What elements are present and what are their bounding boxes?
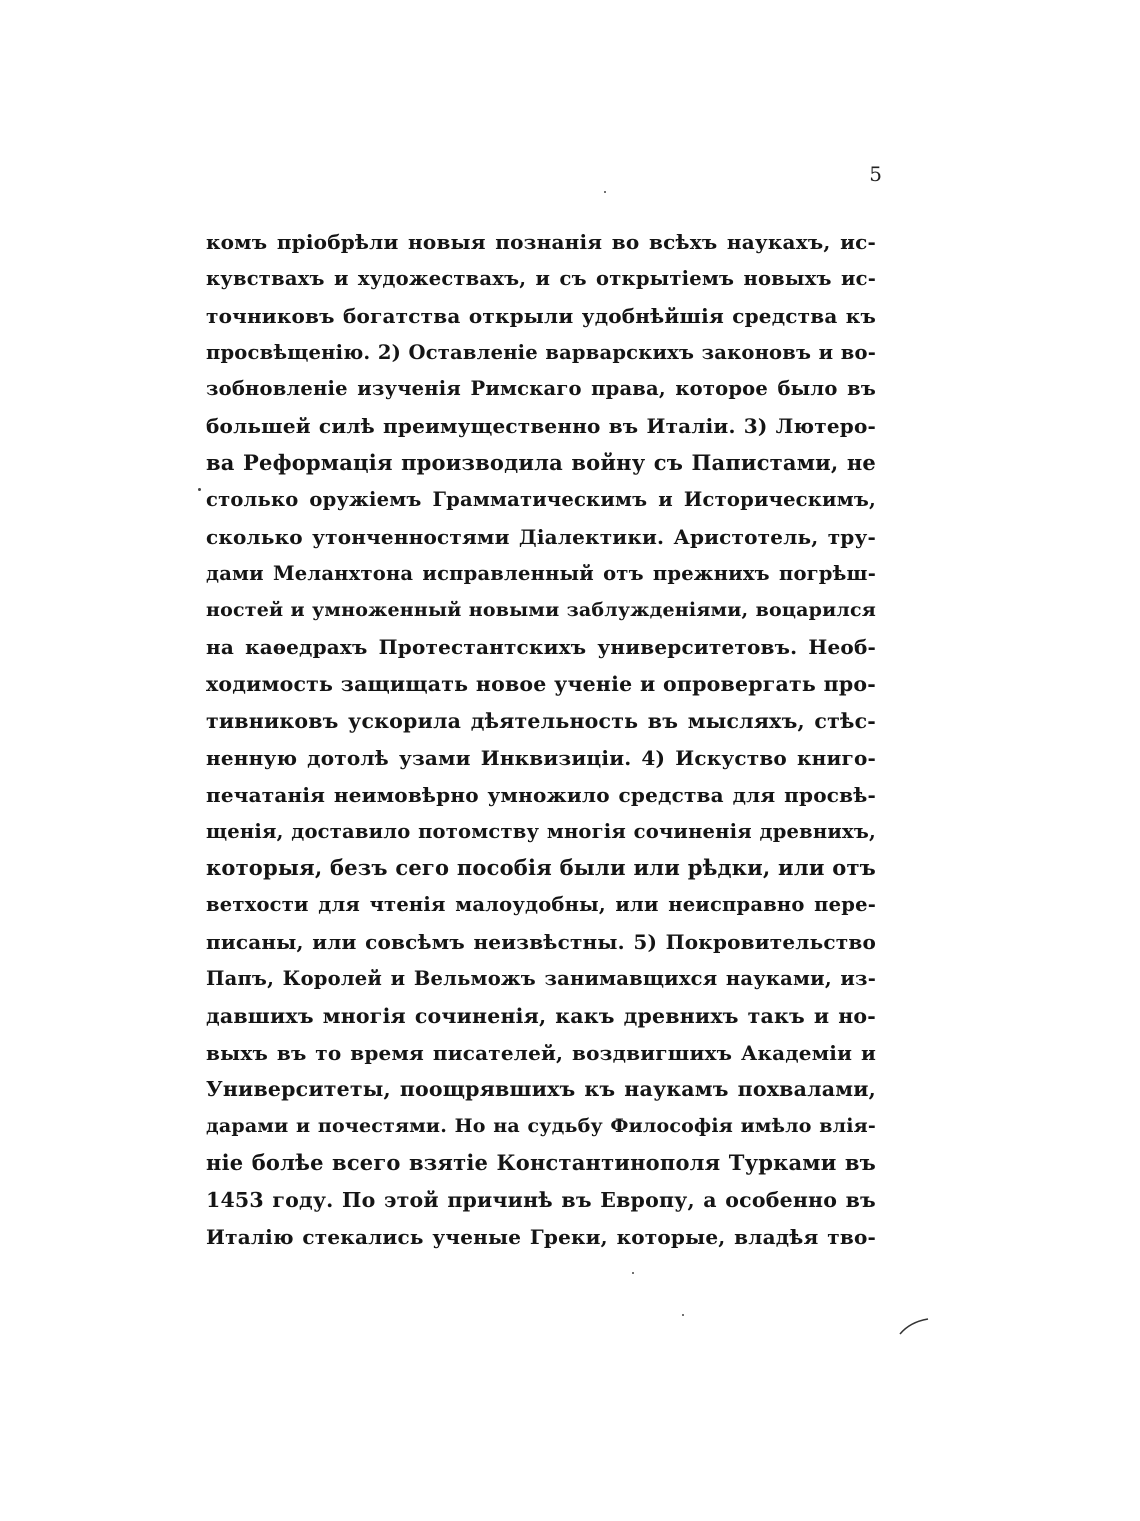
text-line: дами Меланхтона исправленный отъ прежнихъ погрѣш- <box>206 561 876 585</box>
text-line: писаны, или совсѣмъ неизвѣстны. 5) Покровительство <box>206 930 876 955</box>
scan-speck <box>682 1314 684 1316</box>
text-line: ветхости для чтенія малоудобны, или неисправно пере- <box>206 893 876 917</box>
text-line: Италію стекались ученые Греки, которые, владѣя тво- <box>206 1224 876 1249</box>
text-line: точниковъ богатства открыли удобнѣйшія средства къ <box>206 303 876 328</box>
text-line: просвѣщенію. 2) Оставленіе варварскихъ законовъ и во- <box>206 340 876 364</box>
text-line: 1453 году. По этой причинѣ въ Европу, а особенно въ <box>206 1187 876 1212</box>
text-line: на каѳедрахъ Протестантскихъ университетовъ. Необ- <box>206 635 876 660</box>
text-line: столько оружіемъ Грамматическимъ и Историческимъ, <box>206 487 876 511</box>
scan-speck <box>632 1272 634 1274</box>
page-number: 5 <box>869 162 882 186</box>
text-line: щенія, доставило потомству многія сочиненія древнихъ, <box>206 819 876 843</box>
text-line: большей силѣ преимущественно въ Италіи. 3) Лютеро- <box>206 414 876 439</box>
text-line: Папъ, Королей и Вельможъ занимавщихся науками, из- <box>206 966 876 990</box>
text-line: давшихъ многія сочиненія, какъ древнихъ такъ и но- <box>206 1003 876 1028</box>
text-line: Университеты, поощрявшихъ къ наукамъ похвалами, <box>206 1077 876 1102</box>
scan-speck <box>604 191 606 193</box>
text-line: ніе болѣе всего взятіе Константинополя Турками въ <box>206 1150 876 1176</box>
text-line: ностей и умноженный новыми заблужденіями, воцарился <box>206 599 876 622</box>
text-line: комъ пріобрѣли новыя познанія во всѣхъ наукахъ, ис- <box>206 230 876 254</box>
text-line: печатанія неимовѣрно умножило средства для просвѣ- <box>206 782 876 807</box>
text-line: тивниковъ ускорила дѣятельность въ мысляхъ, стѣс- <box>206 708 876 733</box>
body-text <box>206 224 876 1256</box>
text-line: ва Реформація производила войну съ Папистами, не <box>206 450 876 476</box>
text-line: ходимость защищать новое ученіе и опровергать про- <box>206 672 876 697</box>
text-line: которыя, безъ сего пособія были или рѣдки, или отъ <box>206 855 876 881</box>
text-line: зобновленіе изученія Римскаго права, которое было въ <box>206 377 876 401</box>
scan-mark <box>898 1316 932 1336</box>
text-line: сколько утонченностями Діалектики. Аристотель, тру- <box>206 524 876 549</box>
text-line: дарами и почестями. Но на судьбу Философія имѣло влія- <box>206 1115 876 1138</box>
scan-speck <box>198 488 201 491</box>
text-line: кувствахъ и художествахъ, и съ открытіемъ новыхъ ис- <box>206 266 876 290</box>
text-line: ненную дотолѣ узами Инквизиціи. 4) Искуство книго- <box>206 745 876 770</box>
text-line: выхъ въ то время писателей, воздвигшихъ Академіи и <box>206 1040 876 1065</box>
